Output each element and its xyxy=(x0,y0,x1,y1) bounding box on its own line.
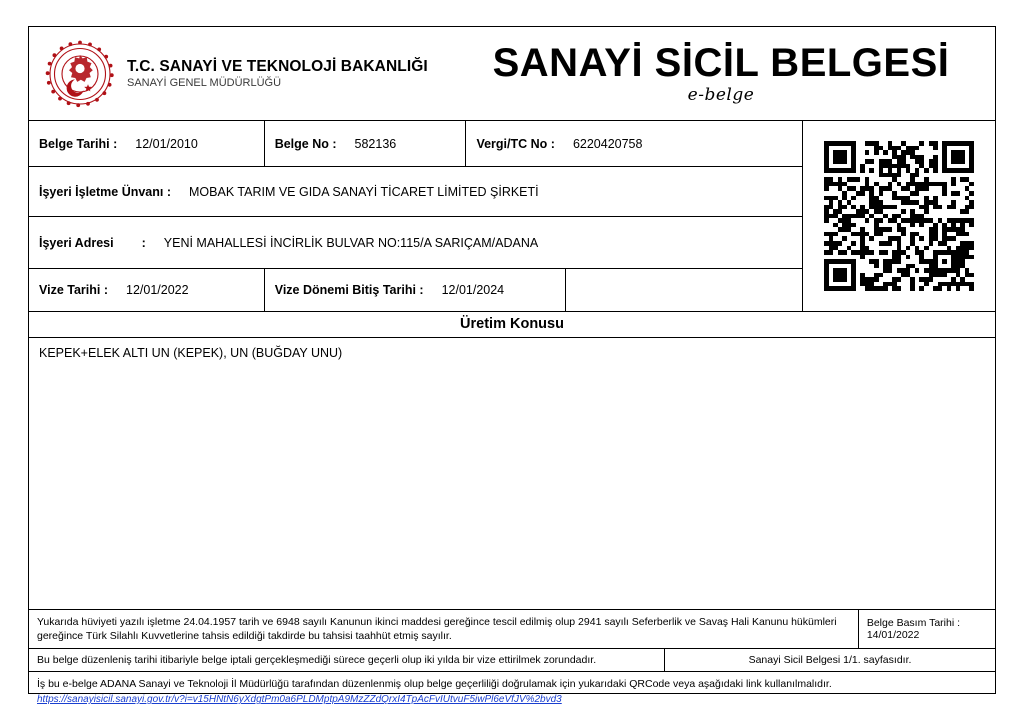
vize-tarihi-label: Vize Tarihi : xyxy=(39,283,109,297)
ministry-text xyxy=(127,58,428,89)
vize-bitis-label: Vize Dönemi Bitiş Tarihi : xyxy=(274,283,424,297)
verification-link[interactable]: https://sanayisicil.sanayi.gov.tr/v?i=v15HNtN6yXdgtPm0a6PLDMptpA9MzZZdQrxI4TpAcFvIUtvuF5iwPl6eVfJV%2bvd3 xyxy=(37,694,562,706)
row-vize xyxy=(29,269,802,311)
uretim-konusu-heading: Üretim Konusu xyxy=(29,312,995,338)
field-isyeri-adresi xyxy=(29,217,548,268)
belge-basim-tarihi: Belge Basım Tarihi : 14/01/2022 xyxy=(866,617,960,642)
field-vize-empty xyxy=(566,269,802,311)
vergi-no-value: 6220420758 xyxy=(572,136,643,151)
adres-label: İşyeri Adresi xyxy=(39,235,114,250)
belge-no-value: 582136 xyxy=(354,136,397,151)
belge-tarihi-value: 12/01/2010 xyxy=(135,136,198,151)
footer-note-row-3 xyxy=(29,672,995,713)
footer-note-row-1 xyxy=(29,610,995,649)
unvan-value: MOBAK TARIM VE GIDA SANAYİ TİCARET LİMİTED ŞİRKETİ xyxy=(189,184,539,199)
field-belge-tarihi xyxy=(29,121,265,166)
qr-column xyxy=(803,121,995,311)
legal-note-2: Bu belge düzenleniş tarihi itibariyle belge iptali gerçekleşmediği sürece geçerli olup iki yılda bir vize ettirilmek zorundadır. xyxy=(29,649,665,671)
belge-tarihi-label: Belge Tarihi : xyxy=(39,136,118,151)
field-isyeri-unvani xyxy=(29,167,549,216)
vize-bitis-value: 12/01/2024 xyxy=(441,283,505,297)
document-header xyxy=(29,27,995,121)
vize-tarihi-value: 12/01/2022 xyxy=(126,283,189,297)
footer-note-row-2 xyxy=(29,649,995,672)
unvan-label: İşyeri İşletme Ünvanı : xyxy=(39,184,172,199)
field-vize-bitis xyxy=(265,269,567,311)
ministry-block xyxy=(29,35,461,113)
row-adres xyxy=(29,217,802,269)
adres-colon: : xyxy=(141,235,146,250)
field-belge-no xyxy=(265,121,467,166)
field-vergi-no xyxy=(466,121,802,166)
info-and-qr-section xyxy=(29,121,995,312)
row-unvan xyxy=(29,167,802,217)
turkish-republic-emblem xyxy=(41,35,119,113)
belge-no-label: Belge No : xyxy=(274,136,337,151)
ebelge-subtitle: e-belge xyxy=(687,84,755,105)
legal-note-1: Yukarıda hüviyeti yazılı işletme 24.04.1957 tarih ve 6948 sayılı Kanunun ikinci maddesi gereğince tescil edilmiş olup 2941 sayılı Seferberlik ve Savaş Hali Kanunu hükümleri gereğince Türk Silahlı Kuvvetlerine tahsis edildiği takdirde bu tahsisi taahhüt etmiş sayılır. xyxy=(29,610,859,648)
uretim-konusu-content: KEPEK+ELEK ALTI UN (KEPEK), UN (BUĞDAY UNU) xyxy=(29,338,995,610)
adres-value: YENİ MAHALLESİ İNCİRLİK BULVAR NO:115/A SARIÇAM/ADANA xyxy=(163,235,539,250)
ministry-department: SANAYİ GENEL MÜDÜRLÜĞÜ xyxy=(127,76,282,89)
ministry-name: T.C. SANAYİ VE TEKNOLOJİ BAKANLIĞI xyxy=(127,57,428,75)
legal-note-3: İş bu e-belge ADANA Sanayi ve Teknoloji İl Müdürlüğü tarafından düzenlenmiş olup belge geçerliliği doğrulamak için yukarıdaki QRCode veya aşağıdaki link kullanılmalıdır. xyxy=(37,678,832,691)
verification-qr-code[interactable] xyxy=(824,141,974,291)
row-belge-info xyxy=(29,121,802,167)
page-title: SANAYİ SİCİL BELGESİ xyxy=(492,40,950,85)
document-title-block xyxy=(461,40,995,105)
field-vize-tarihi xyxy=(29,269,265,311)
certificate-container xyxy=(28,26,996,706)
vergi-no-label: Vergi/TC No : xyxy=(476,136,555,151)
info-column xyxy=(29,121,803,311)
page-info: Sanayi Sicil Belgesi 1/1. sayfasıdır. xyxy=(748,654,912,667)
